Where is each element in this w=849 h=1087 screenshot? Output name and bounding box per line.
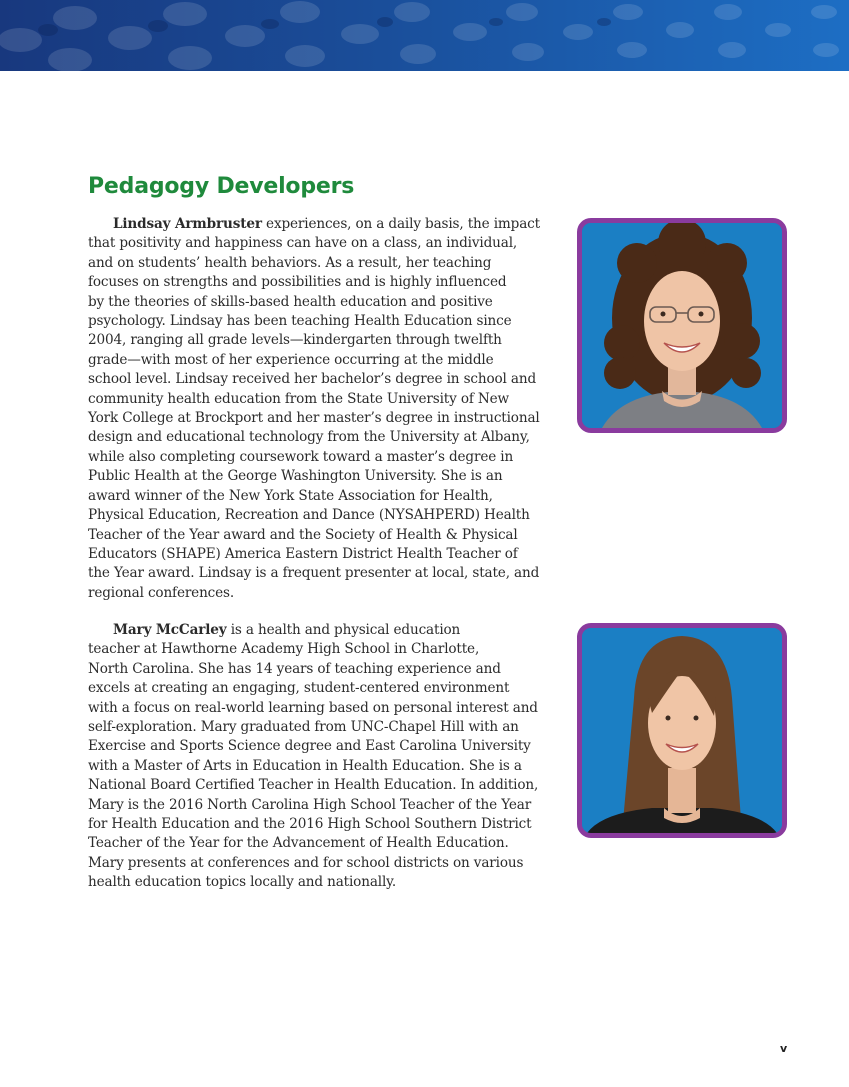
bio-line: the Year award. Lindsay is a frequent presenter at local, state, and — [88, 565, 540, 582]
bio-line: North Carolina. She has 14 years of teaching experience and — [88, 660, 501, 677]
bio-line: while also completing coursework toward a master’s degree in — [88, 448, 514, 465]
bio-line: by the theories of skills-based health education and positive — [88, 293, 493, 310]
bio-line: with a Master of Arts in Education in Health Education. She is a — [88, 757, 522, 774]
portrait-lindsay-armbruster — [577, 218, 787, 433]
bio-name: Mary McCarley — [113, 622, 227, 638]
bio-mary-mccarley — [88, 621, 538, 893]
bio-line: teacher at Hawthorne Academy High School in Charlotte, — [88, 641, 480, 658]
bio-line: community health education from the State University of New — [88, 390, 510, 407]
banner-pattern — [0, 0, 849, 71]
bio-lindsay-armbruster — [88, 215, 538, 603]
bio-line: Teacher of the Year award and the Society of Health & Physical — [88, 526, 518, 543]
bio-line: National Board Certified Teacher in Health Education. In addition, — [88, 777, 539, 794]
bio-line: school level. Lindsay received her bachelor’s degree in school and — [88, 371, 537, 388]
bio-name: Lindsay Armbruster — [113, 216, 262, 232]
bio-line: psychology. Lindsay has been teaching Health Education since — [88, 313, 512, 330]
bio-line: Mary is the 2016 North Carolina High School Teacher of the Year — [88, 796, 532, 813]
bio-line: Public Health at the George Washington University. She is an — [88, 468, 503, 485]
bio-line: with a focus on real-world learning based on personal interest and — [88, 699, 538, 716]
bio-line: 2004, ranging all grade levels—kindergarten through twelfth — [88, 332, 502, 349]
bio-line: self-exploration. Mary graduated from UNC-Chapel Hill with an — [88, 719, 519, 736]
bio-line: Physical Education, Recreation and Dance (NYSAHPERD) Health — [88, 507, 530, 524]
bio-line: Mary presents at conferences and for school districts on various — [88, 854, 524, 871]
bio-line: York College at Brockport and her master’s degree in instructional — [88, 410, 540, 427]
portrait-mary-mccarley — [577, 623, 787, 838]
bio-line: regional conferences. — [88, 584, 235, 601]
bio-line: focuses on strengths and possibilities and is highly influenced — [88, 274, 507, 291]
header-banner — [0, 0, 849, 71]
bio-first-line-text: experiences, on a daily basis, the impact — [261, 216, 540, 232]
bio-line: Educators (SHAPE) America Eastern District Health Teacher of — [88, 545, 518, 562]
bio-first-line-text: is a health and physical education — [226, 622, 461, 638]
bio-line: Exercise and Sports Science degree and East Carolina University — [88, 738, 531, 755]
bio-line: and on students’ health behaviors. As a result, her teaching — [88, 254, 492, 271]
portrait-illustration — [582, 223, 782, 428]
bio-line: that positivity and happiness can have on a class, an individual, — [88, 235, 518, 252]
bio-line: for Health Education and the 2016 High School Southern District — [88, 816, 532, 833]
bio-line: excels at creating an engaging, student-centered environment — [88, 680, 510, 697]
page-number: v — [780, 1042, 788, 1055]
bio-line: health education topics locally and nationally. — [88, 874, 397, 891]
bio-line: design and educational technology from the University at Albany, — [88, 429, 530, 446]
bio-first-line — [88, 621, 538, 640]
bio-line: Teacher of the Year for the Advancement of Health Education. — [88, 835, 509, 852]
bio-line: grade—with most of her experience occurring at the middle — [88, 351, 494, 368]
bio-line: award winner of the New York State Association for Health, — [88, 487, 493, 504]
page-heading: Pedagogy Developers — [88, 174, 355, 199]
portrait-illustration — [582, 628, 782, 833]
bio-first-line — [88, 215, 538, 234]
